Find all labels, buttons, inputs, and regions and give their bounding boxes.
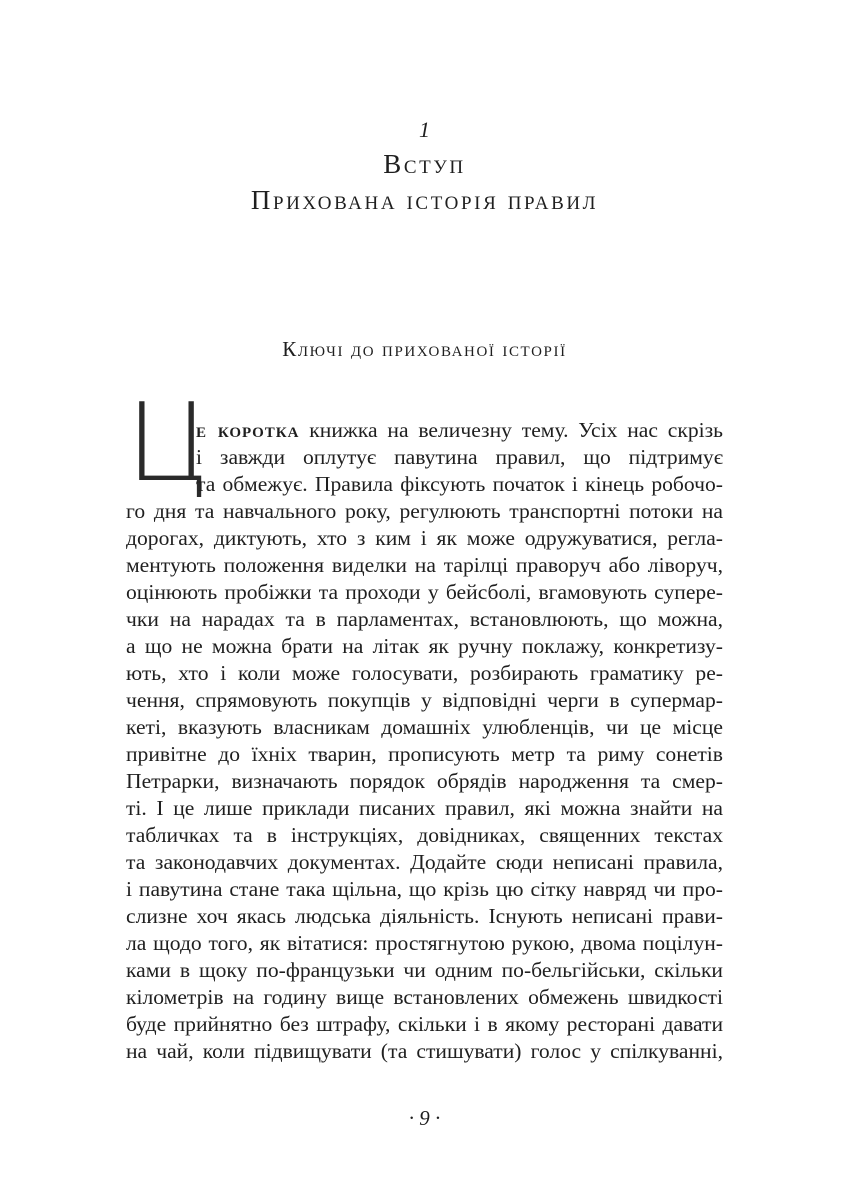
body-line-text: книжка на величезну тему. Усіх нас скрізь (309, 418, 723, 442)
body-line: а що не можна брати на літак як ручну поклажу, конкретизу- (126, 634, 723, 658)
body-line: табличках та в інструкціях, довідниках, священних текстах (126, 823, 723, 847)
body-line: дорогах, диктують, хто з ким і як може одружуватися, регла- (126, 526, 723, 550)
body-line: та законодавчих документах. Додайте сюди неписані правила, (126, 850, 723, 874)
body-line: чення, спрямовують покупців у відповідні черги в супермар- (126, 688, 723, 712)
body-line: ють, хто і коли може голосувати, розбирають граматику ре- (126, 661, 723, 685)
body-line: на чай, коли підвищувати (та стишувати) голос у спілкуванні, (126, 1039, 723, 1063)
body-line: оцінюють пробіжки та проходи у бейсболі, вгамовують супере- (126, 580, 723, 604)
page-number: · 9 · (408, 1106, 441, 1130)
body-line: та обмежує. Правила фіксують початок і кінець робочо- (196, 472, 723, 496)
body-line: ті. І це лише приклади писаних правил, які можна знайти на (126, 796, 723, 820)
body-line: чки на нарадах та в парламентах, встановлюють, що можна, (126, 607, 723, 631)
body-line: і завжди оплутує павутина правил, що підтримує (196, 445, 723, 469)
body-line: кілометрів на годину вище встановлених обмежень швидкості (126, 985, 723, 1009)
chapter-title-line2: Прихована історія правил (250, 185, 599, 215)
body-line: слизне хоч якась людська діяльність. Існують неписані прави- (126, 904, 723, 928)
body-line: кеті, вказують власникам домашніх улюбленців, чи це місце (126, 715, 723, 739)
section-title: Ключі до прихованої історії (282, 337, 567, 361)
chapter-title-line1: Вступ (383, 149, 466, 179)
lead-in: е коротка (196, 418, 300, 442)
body-line: і павутина стане така щільна, що крізь цю сітку навряд чи про- (126, 877, 723, 901)
body-line: привітне до їхніх тварин, прописують метр та риму сонетів (126, 742, 723, 766)
body-line: ками в щоку по-французьки чи одним по-бельгійськи, скільки (126, 958, 723, 982)
body-line: Петрарки, визначають порядок обрядів народження та смер- (126, 769, 723, 793)
chapter-number: 1 (419, 117, 430, 142)
body-line: ла щодо того, як вітатися: простягнутою рукою, двома поцілун- (126, 931, 723, 955)
body-line: буде прийнятно без штрафу, скільки і в якому ресторані давати (126, 1012, 723, 1036)
body-line: го дня та навчального року, регулюють транспортні потоки на (126, 499, 723, 523)
body-line: ментують положення виделки на тарілці праворуч або ліворуч, (126, 553, 723, 577)
drop-cap: Ц (126, 381, 208, 506)
